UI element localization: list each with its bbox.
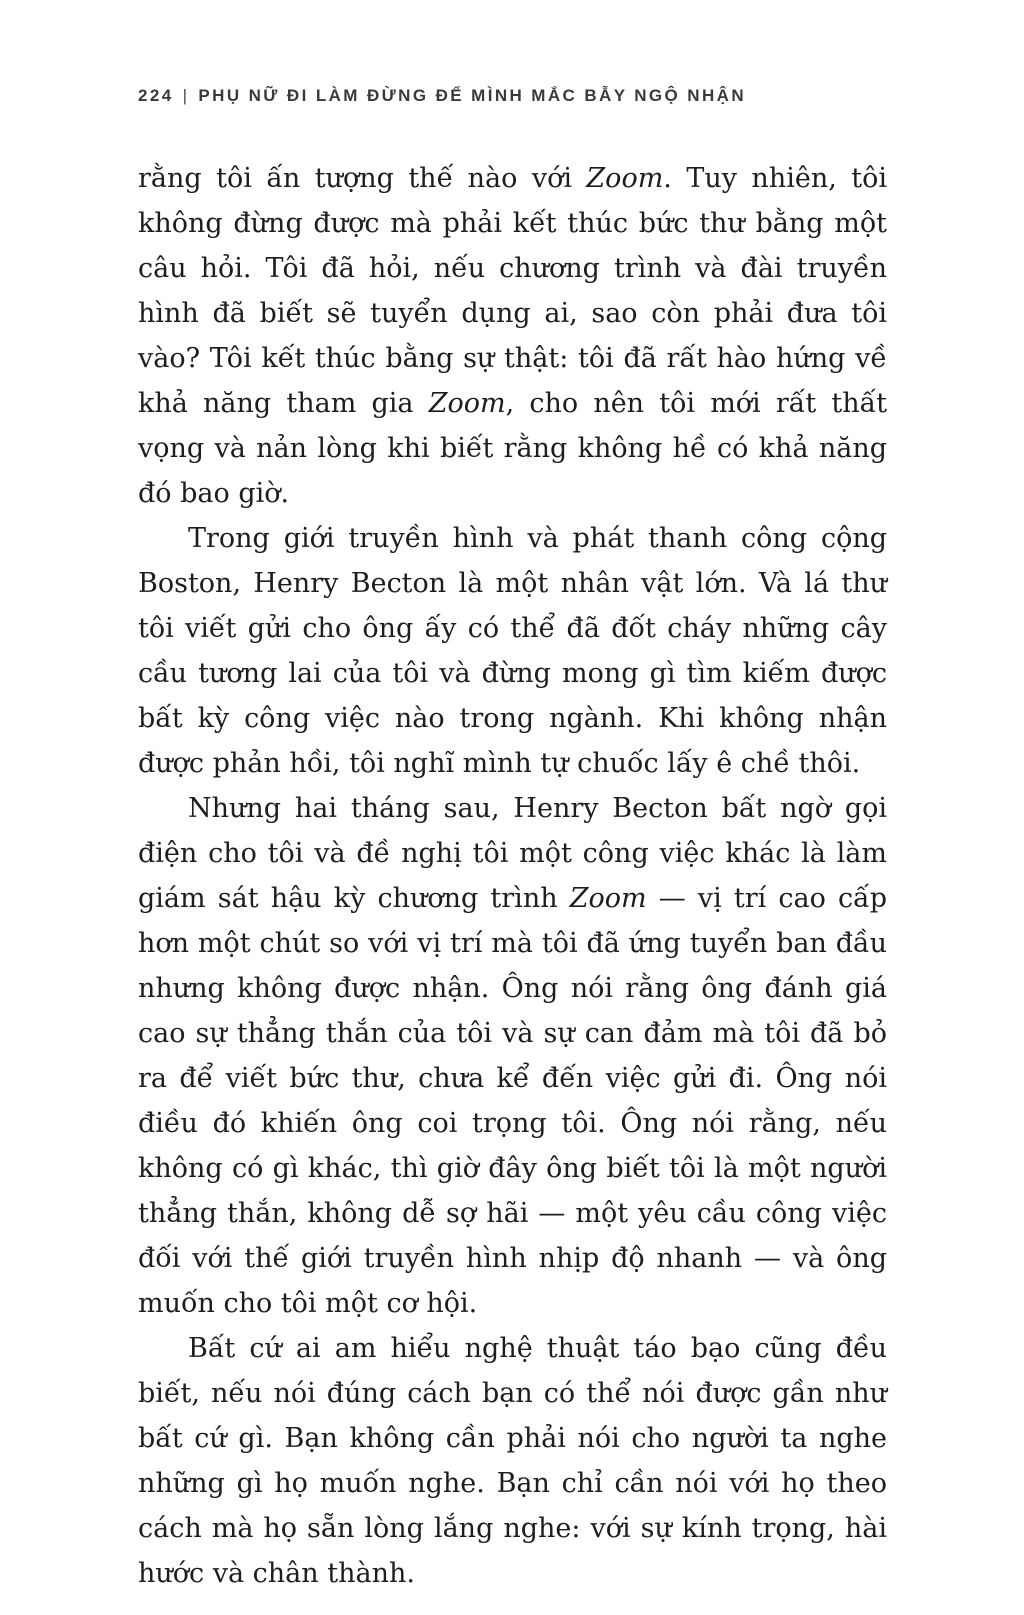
paragraph [138, 1326, 887, 1596]
text-segment: — vị trí cao cấp hơn một chút so với vị trí mà tôi đã ứng tuyển ban đầu nhưng không được nhận. Ông nói rằng ông đánh giá cao sự thẳng thắn của tôi và sự can đảm mà tôi đã bỏ ra để viết bức thư, chưa kể đến việc gửi đi. Ông nói điều đó khiến ông coi trọng tôi. Ông nói rằng, nếu không có gì khác, thì giờ đây ông biết tôi là một người thẳng thắn, không dễ sợ hãi — một yêu cầu công việc đối với thế giới truyền hình nhịp độ nhanh — và ông muốn cho tôi một cơ hội. [138, 883, 887, 1319]
italic-text: Zoom [569, 883, 647, 914]
italic-text: Zoom [428, 388, 506, 419]
page-number: 224 [138, 86, 174, 105]
running-title: PHỤ NỮ ĐI LÀM ĐỪNG ĐỂ MÌNH MẮC BẪY NGỘ NHẬN [198, 86, 746, 105]
paragraph [138, 156, 887, 516]
text-segment: Bất cứ ai am hiểu nghệ thuật táo bạo cũng đều biết, nếu nói đúng cách bạn có thể nói được gần như bất cứ gì. Bạn không cần phải nói cho người ta nghe những gì họ muốn nghe. Bạn chỉ cần nói với họ theo cách mà họ sẵn lòng lắng nghe: với sự kính trọng, hài hước và chân thành. [138, 1333, 887, 1589]
page-header [138, 86, 887, 106]
paragraph [138, 516, 887, 786]
header-separator: | [182, 86, 190, 105]
text-body [138, 156, 887, 1596]
text-segment: Nhưng hai tháng sau, Henry Becton bất ngờ gọi điện cho tôi và đề nghị tôi một công việc khác là làm giám sát hậu kỳ chương trình [138, 793, 887, 914]
text-segment: . Tuy nhiên, tôi không đừng được mà phải kết thúc bức thư bằng một câu hỏi. Tôi đã hỏi, nếu chương trình và đài truyền hình đã biết sẽ tuyển dụng ai, sao còn phải đưa tôi vào? Tôi kết thúc bằng sự thật: tôi đã rất hào hứng về khả năng tham gia [138, 163, 887, 419]
italic-text: Zoom [586, 163, 664, 194]
paragraph [138, 786, 887, 1326]
text-segment: , cho nên tôi mới rất thất vọng và nản lòng khi biết rằng không hề có khả năng đó bao giờ. [138, 388, 887, 509]
text-segment: rằng tôi ấn tượng thế nào với [138, 163, 587, 194]
text-segment: Trong giới truyền hình và phát thanh công cộng Boston, Henry Becton là một nhân vật lớn. Và lá thư tôi viết gửi cho ông ấy có thể đã đốt cháy những cây cầu tương lai của tôi và đừng mong gì tìm kiếm được bất kỳ công việc nào trong ngành. Khi không nhận được phản hồi, tôi nghĩ mình tự chuốc lấy ê chề thôi. [138, 523, 887, 779]
